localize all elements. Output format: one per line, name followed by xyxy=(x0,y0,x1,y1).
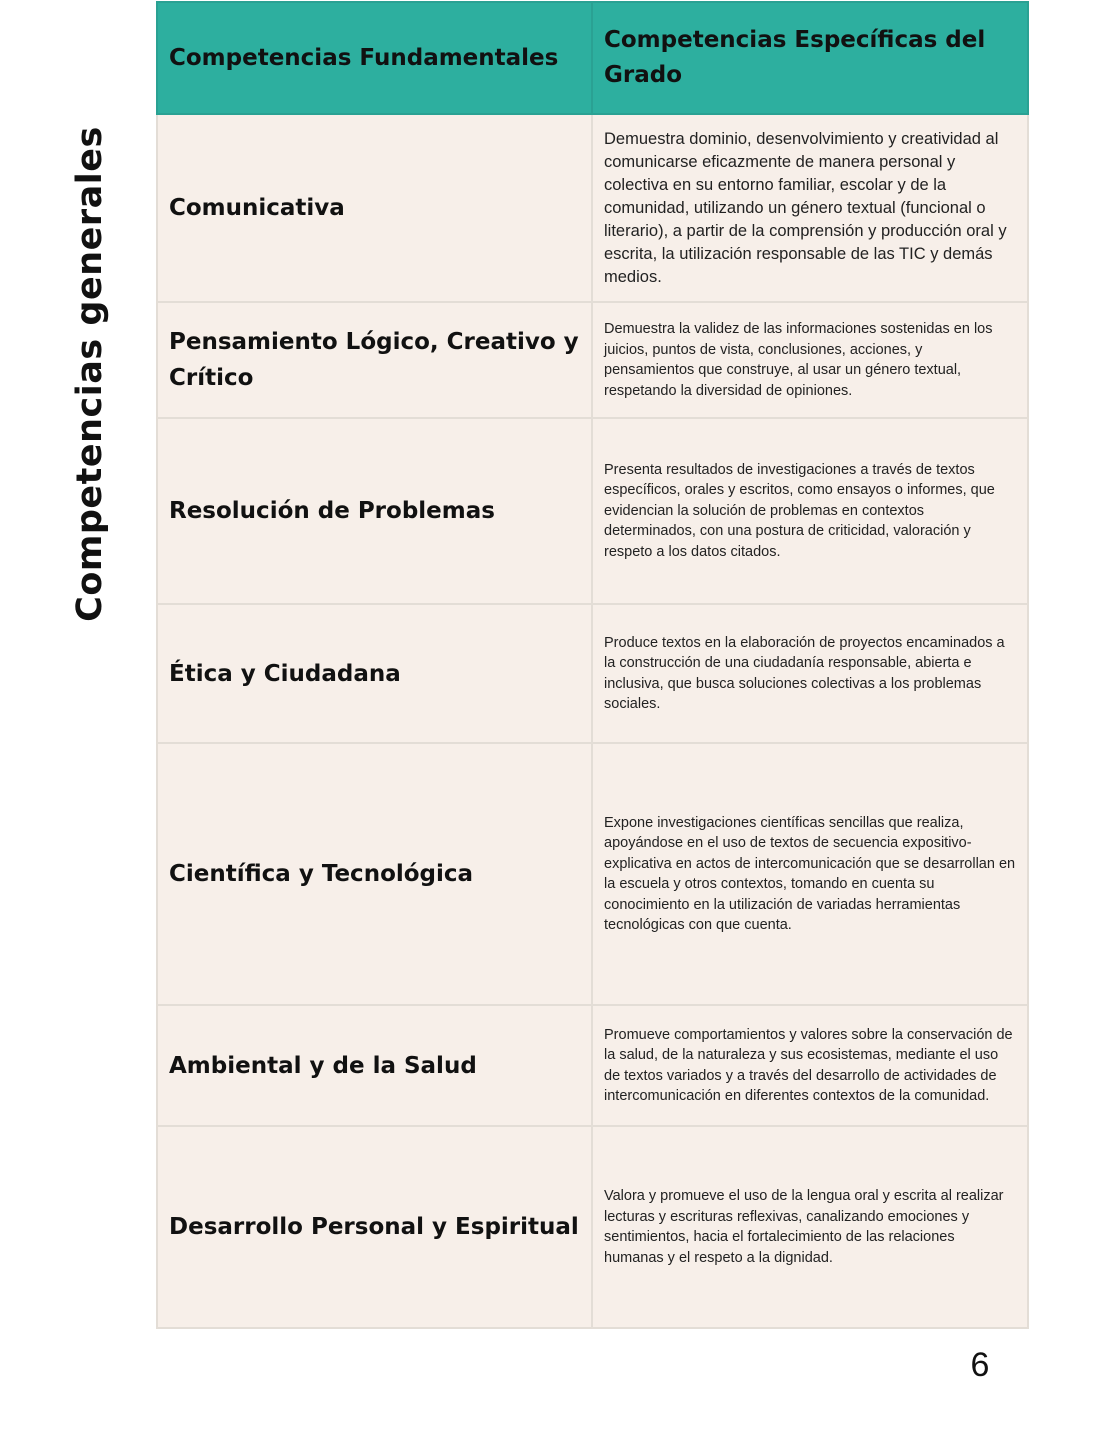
table-row xyxy=(157,1005,1028,1126)
competencies-table xyxy=(156,1,1029,1329)
table-row xyxy=(157,604,1028,743)
table-row xyxy=(157,114,1028,302)
fundamental-competency: Desarrollo Personal y Espiritual xyxy=(157,1126,592,1328)
table-row xyxy=(157,418,1028,604)
specific-competency: Valora y promueve el uso de la lengua oral y escrita al realizar lecturas y escrituras reflexivas, canalizando emociones y sentimientos, hacia el fortalecimiento de las relaciones humanas y el respeto a la dignidad. xyxy=(592,1126,1028,1328)
table-row xyxy=(157,1126,1028,1328)
specific-competency: Demuestra la validez de las informaciones sostenidas en los juicios, puntos de vista, conclusiones, acciones, y pensamientos que construye, al usar un género textual, respetando la diversidad de opiniones. xyxy=(592,302,1028,418)
fundamental-competency: Pensamiento Lógico, Creativo y Crítico xyxy=(157,302,592,418)
side-title: Competencias generales xyxy=(70,126,110,622)
specific-competency: Presenta resultados de investigaciones a través de textos específicos, orales y escritos, como ensayos o informes, que evidencian la solución de problemas en contextos determinados, con una postura de criticidad, valoración y respeto a los datos citados. xyxy=(592,418,1028,604)
table-row xyxy=(157,302,1028,418)
fundamental-competency: Comunicativa xyxy=(157,114,592,302)
fundamental-competency: Científica y Tecnológica xyxy=(157,743,592,1005)
specific-competency: Expone investigaciones científicas sencillas que realiza, apoyándose en el uso de textos de secuencia expositivo-explicativa en actos de intercomunicación que se desarrollan en la escuela y otros contextos, tomando en cuenta su conocimiento en la utilización de variadas herramientas tecnológicas con que cuenta. xyxy=(592,743,1028,1005)
header-specific: Competencias Específicas del Grado xyxy=(592,2,1028,114)
table-row xyxy=(157,743,1028,1005)
specific-competency: Demuestra dominio, desenvolvimiento y creatividad al comunicarse eficazmente de manera personal y colectiva en su entorno familiar, escolar y de la comunidad, utilizando un género textual (funcional o literario), a partir de la comprensión y producción oral y escrita, la utilización responsable de las TIC y demás medios. xyxy=(592,114,1028,302)
fundamental-competency: Ambiental y de la Salud xyxy=(157,1005,592,1126)
fundamental-competency: Resolución de Problemas xyxy=(157,418,592,604)
page-number: 6 xyxy=(970,1346,990,1384)
header-fundamental: Competencias Fundamentales xyxy=(157,2,592,114)
specific-competency: Promueve comportamientos y valores sobre la conservación de la salud, de la naturaleza y sus ecosistemas, mediante el uso de textos variados y a través del desarrollo de actividades de intercomunicación en diferentes contextos de la comunidad. xyxy=(592,1005,1028,1126)
fundamental-competency: Ética y Ciudadana xyxy=(157,604,592,743)
table-header-row xyxy=(157,2,1028,114)
specific-competency: Produce textos en la elaboración de proyectos encaminados a la construcción de una ciudadanía responsable, abierta e inclusiva, que busca soluciones colectivas a los problemas sociales. xyxy=(592,604,1028,743)
